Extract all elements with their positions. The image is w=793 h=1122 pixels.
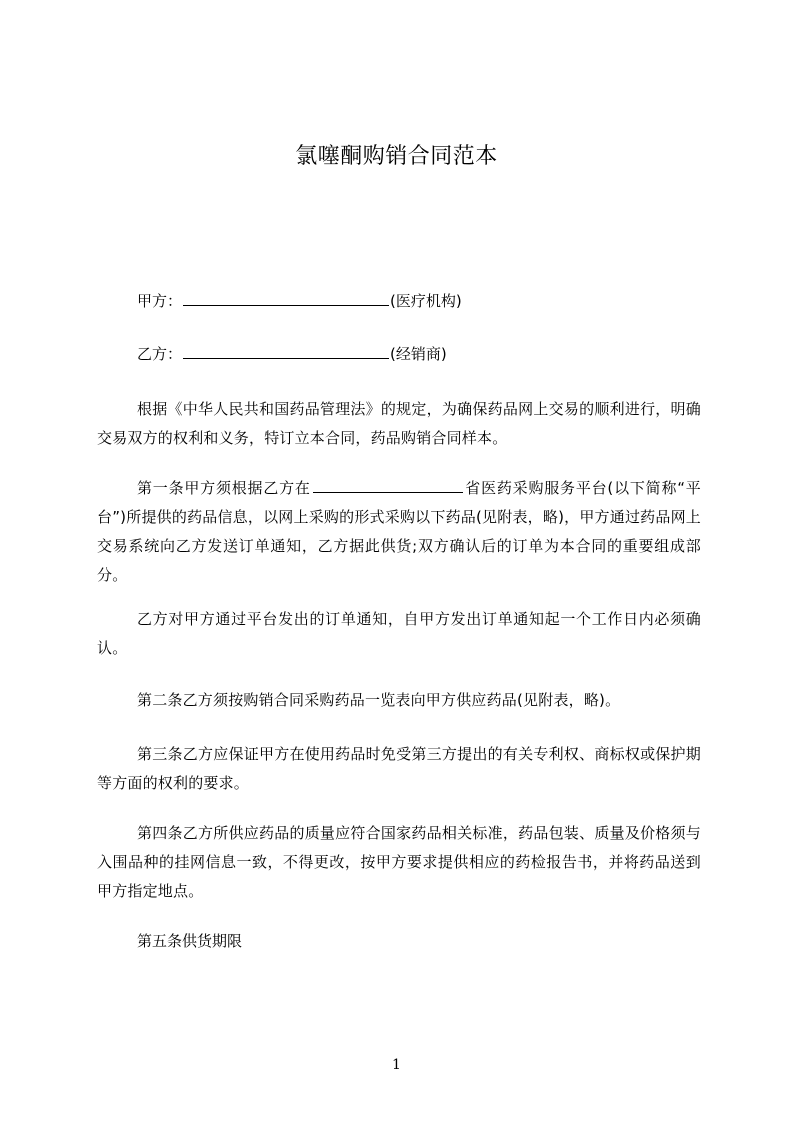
party-a-blank	[183, 291, 389, 306]
article-3-paragraph: 第三条乙方应保证甲方在使用药品时免受第三方提出的有关专利权、商标权或保护期等方面的权利的要求。	[97, 745, 701, 792]
article-1-text-after: 省医药采购服务平台(以下简称“平台”)所提供的药品信息，以网上采购的形式采购以下药品(见附表，略)，甲方通过药品网上交易系统向乙方发送订单通知，乙方据此供货;双方确认后的订单为本合同的重要组成部分。	[97, 479, 702, 584]
party-b-suffix: (经销商)	[390, 345, 447, 363]
intro-paragraph: 根据《中华人民共和国药品管理法》的规定，为确保药品网上交易的顺利进行，明确交易双方的权利和义务，特订立本合同，药品购销合同样本。	[97, 400, 701, 447]
article-1-paragraph	[97, 474, 701, 590]
page-number: 1	[392, 1057, 401, 1073]
party-a-suffix: (医疗机构)	[390, 292, 462, 310]
province-blank	[313, 478, 463, 493]
article-1-confirm-paragraph: 乙方对甲方通过平台发出的订单通知，自甲方发出订单通知起一个工作日内必须确认。	[97, 610, 701, 657]
party-b-label: 乙方：	[137, 345, 183, 363]
party-b-blank	[183, 344, 389, 359]
article-1-text-before: 第一条甲方须根据乙方在	[137, 479, 311, 497]
article-4-paragraph: 第四条乙方所供应药品的质量应符合国家药品相关标准，药品包装、质量及价格须与入围品种的挂网信息一致，不得更改，按甲方要求提供相应的药检报告书，并将药品送到甲方指定地点。	[97, 824, 701, 900]
party-a-label: 甲方：	[137, 292, 183, 310]
article-2-paragraph: 第二条乙方须按购销合同采购药品一览表向甲方供应药品(见附表，略)。	[137, 691, 621, 709]
party-b-line	[137, 344, 447, 364]
party-a-line	[137, 291, 462, 311]
document-title: 氯噻酮购销合同范本	[295, 144, 498, 169]
article-5-heading: 第五条供货期限	[137, 932, 243, 950]
